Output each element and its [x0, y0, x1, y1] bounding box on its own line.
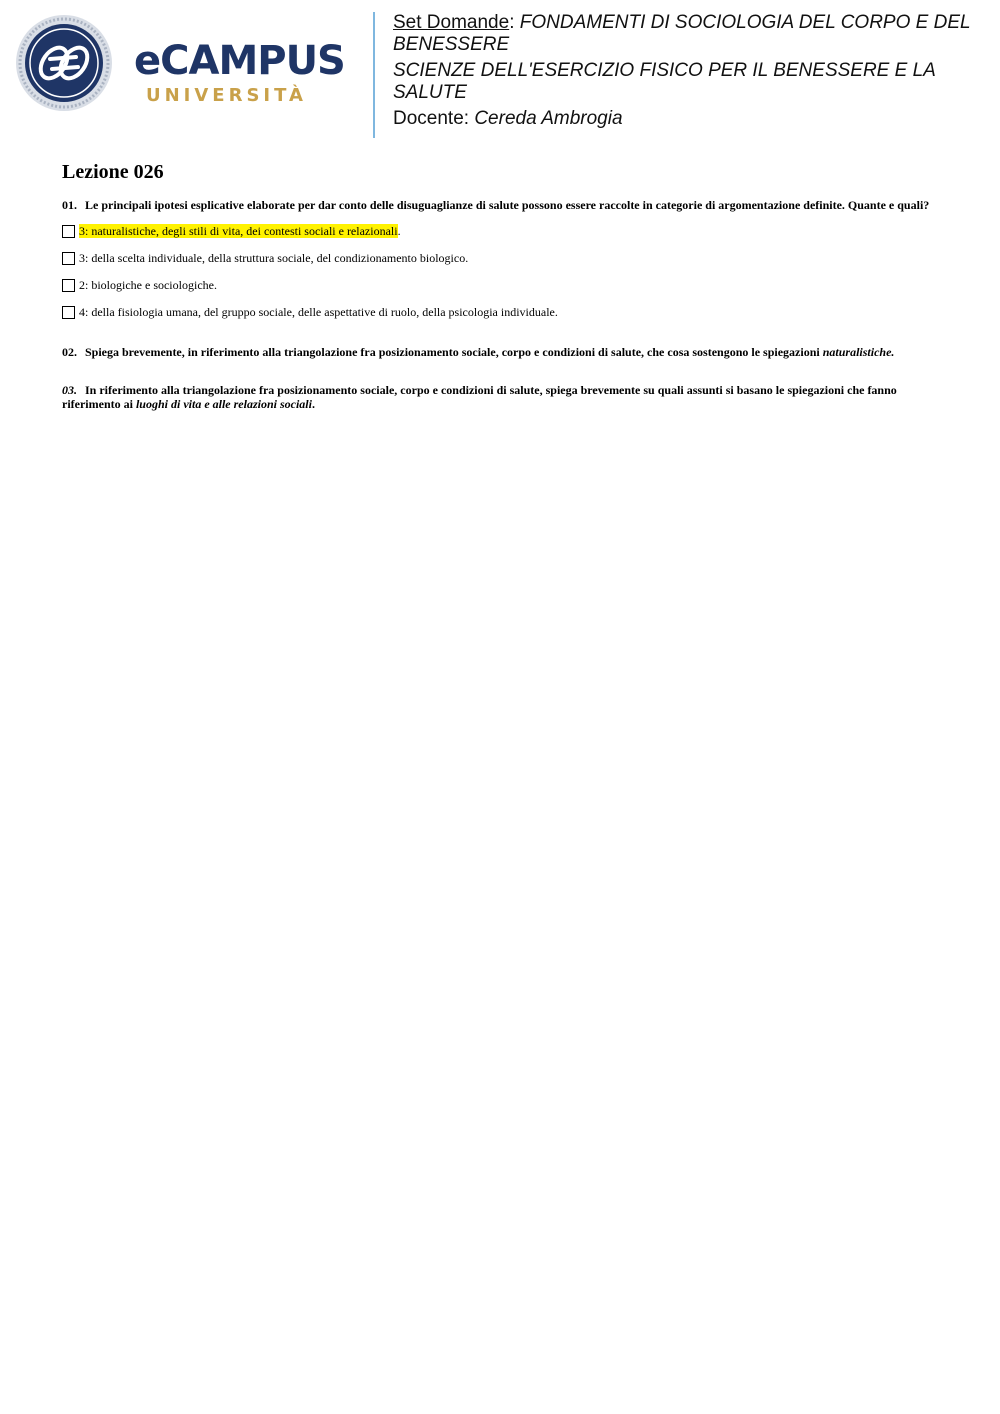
- set-domande-label: Set Domande: [393, 12, 510, 33]
- answer-text: 4: della fisiologia umana, del gruppo sociale, delle aspettative di ruolo, della psicologia individuale.: [79, 305, 558, 319]
- header-divider: [373, 12, 375, 138]
- answer-text: 3: della scelta individuale, della struttura sociale, del condizionamento biologico.: [79, 251, 469, 265]
- logo-wordmark: eCAMPUS: [134, 38, 345, 84]
- question-01: [62, 198, 937, 212]
- lesson-title: Lezione 026: [62, 161, 164, 183]
- answer-option[interactable]: [62, 224, 937, 238]
- question-set: [62, 160, 937, 411]
- question-03: [62, 383, 937, 411]
- question-text: Spiega brevemente, in riferimento alla triangolazione fra posizionamento sociale, corpo e condizioni di salute, che cosa sostengono le spiegazioni: [85, 345, 820, 359]
- question-number: 01.: [62, 198, 77, 212]
- question-02: [62, 345, 937, 359]
- answer-list: [62, 224, 937, 319]
- question-text: In riferimento alla triangolazione fra posizionamento sociale, corpo e condizioni di salute, spiega brevemente su quali assunti si basano le spiegazioni che fanno riferimento ai: [62, 383, 897, 411]
- page-header: [0, 0, 1000, 145]
- course-title: FONDAMENTI DI SOCIOLOGIA DEL CORPO E DEL BENESSERE: [393, 12, 971, 55]
- header-info: [393, 12, 983, 130]
- docente-line: [393, 108, 983, 130]
- ecampus-logo: [14, 13, 359, 113]
- logo-subtitle: UNIVERSITÀ: [146, 85, 307, 106]
- docente-label: Docente:: [393, 108, 475, 129]
- set-separator: :: [509, 12, 520, 33]
- question-tail-end: .: [311, 397, 315, 411]
- course-line: [393, 12, 983, 56]
- docente-name: Cereda Ambrogia: [474, 108, 623, 129]
- degree-title: SCIENZE DELL'ESERCIZIO FISICO PER IL BENESSERE E LA SALUTE: [393, 60, 936, 103]
- answer-trail: .: [397, 224, 401, 238]
- answer-option[interactable]: [62, 305, 937, 319]
- answer-highlight: 3: naturalistiche, degli stili di vita, dei contesti sociali e relazionali: [79, 224, 398, 238]
- answer-text: [79, 224, 401, 238]
- question-number: 02.: [62, 345, 77, 359]
- question-text: Le principali ipotesi esplicative elaborate per dar conto delle disuguaglianze di salute possono essere raccolte in categorie di argomentazione definite. Quante e quali?: [85, 198, 930, 212]
- question-number: 03.: [62, 383, 77, 397]
- answer-checkbox[interactable]: [62, 306, 75, 319]
- answer-option[interactable]: [62, 278, 937, 292]
- answer-checkbox[interactable]: [62, 225, 75, 238]
- answer-checkbox[interactable]: [62, 252, 75, 265]
- question-italic-tail: naturalistiche.: [822, 345, 895, 359]
- answer-text: 2: biologiche e sociologiche.: [79, 278, 217, 292]
- answer-option[interactable]: [62, 251, 937, 265]
- question-italic-tail: luoghi di vita e alle relazioni sociali: [135, 397, 312, 411]
- ecampus-seal-icon: [14, 13, 114, 113]
- answer-checkbox[interactable]: [62, 279, 75, 292]
